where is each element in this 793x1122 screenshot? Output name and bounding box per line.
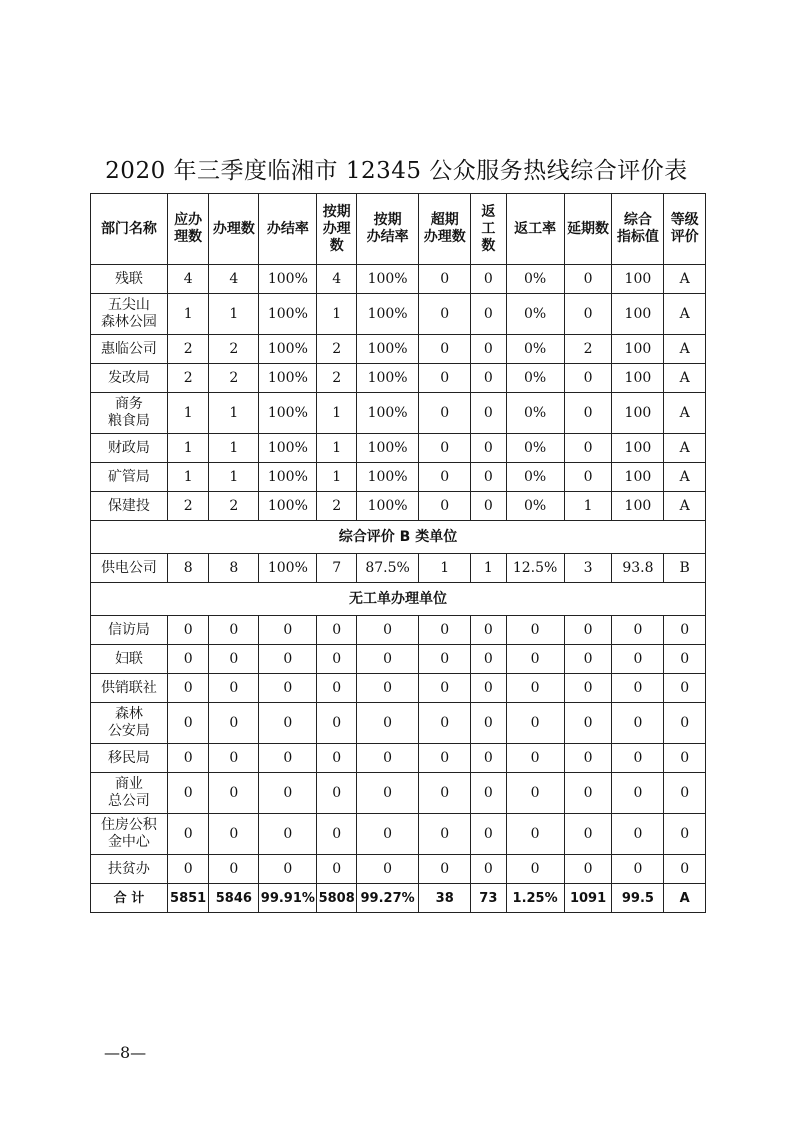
cell-text: 供销联社: [100, 679, 157, 696]
table-cell: 100%: [356, 492, 418, 521]
table-cell: 0: [167, 674, 209, 703]
table-cell: 2: [209, 335, 259, 364]
table-cell: 0: [209, 616, 259, 645]
table-row: [91, 645, 706, 674]
table-cell: 8: [167, 554, 209, 583]
table-cell: 2: [167, 364, 209, 393]
department-name: [91, 616, 168, 645]
table-cell: B: [664, 554, 706, 583]
column-header: [317, 194, 356, 265]
table-cell: 0: [612, 855, 664, 884]
table-cell: 0: [419, 434, 471, 463]
table-cell: 0%: [506, 393, 564, 434]
cell-text: 数: [329, 237, 344, 254]
total-cell: 99.91%: [259, 884, 317, 913]
table-cell: 87.5%: [356, 554, 418, 583]
total-label: 合 计: [91, 884, 168, 913]
table-cell: 0: [209, 744, 259, 773]
table-cell: 0: [209, 855, 259, 884]
table-cell: 0: [471, 703, 506, 744]
table-cell: 0: [664, 814, 706, 855]
table-cell: 0: [564, 703, 612, 744]
cell-text: 评价: [670, 229, 699, 245]
table-cell: 0: [259, 744, 317, 773]
cell-text: 粮食局: [107, 413, 150, 429]
table-cell: 0%: [506, 364, 564, 393]
column-header: [419, 194, 471, 265]
table-cell: 0: [419, 364, 471, 393]
table-cell: 0: [506, 814, 564, 855]
table-cell: 0: [356, 645, 418, 674]
cell-text: 惠临公司: [100, 340, 157, 357]
table-cell: 0: [506, 744, 564, 773]
table-cell: 0: [612, 674, 664, 703]
cell-text: 发改局: [107, 369, 150, 386]
table-cell: 0: [209, 645, 259, 674]
column-header: [356, 194, 418, 265]
table-row: [91, 463, 706, 492]
table-cell: 100%: [356, 335, 418, 364]
section-title: 无工单办理单位: [91, 583, 706, 616]
table-cell: 0: [564, 814, 612, 855]
table-cell: 0: [471, 616, 506, 645]
table-cell: 0: [356, 744, 418, 773]
department-name: [91, 492, 168, 521]
column-header: [259, 194, 317, 265]
table-cell: 0: [419, 703, 471, 744]
table-cell: 2: [564, 335, 612, 364]
table-cell: 0: [167, 773, 209, 814]
table-row: [91, 616, 706, 645]
total-cell: 1.25%: [506, 884, 564, 913]
table-cell: 0: [664, 674, 706, 703]
table-cell: 7: [317, 554, 356, 583]
table-cell: 0: [612, 616, 664, 645]
table-cell: 0: [664, 645, 706, 674]
table-cell: 1: [317, 434, 356, 463]
total-cell: 5808: [317, 884, 356, 913]
table-row: [91, 814, 706, 855]
cell-text: 森林公园: [100, 314, 157, 330]
table-cell: A: [664, 294, 706, 335]
table-cell: 100%: [259, 364, 317, 393]
table-cell: 1: [167, 294, 209, 335]
cell-text: 指标值: [616, 229, 659, 245]
table-cell: 100%: [259, 434, 317, 463]
table-cell: 0: [209, 703, 259, 744]
table-cell: 100%: [356, 364, 418, 393]
table-cell: 0: [664, 616, 706, 645]
cell-text: 供电公司: [100, 559, 157, 576]
table-row: [91, 364, 706, 393]
table-cell: 0: [317, 814, 356, 855]
table-cell: 0: [317, 674, 356, 703]
table-cell: 0: [471, 463, 506, 492]
department-name: [91, 773, 168, 814]
table-cell: 0: [419, 393, 471, 434]
section-row-none: [91, 583, 706, 616]
table-cell: 0: [564, 393, 612, 434]
column-header: [209, 194, 259, 265]
table-cell: 0: [317, 773, 356, 814]
cell-text: 返: [481, 203, 496, 220]
table-row: [91, 265, 706, 294]
table-cell: 0: [664, 703, 706, 744]
table-cell: 0%: [506, 335, 564, 364]
table-cell: A: [664, 434, 706, 463]
table-cell: 2: [317, 492, 356, 521]
table-cell: 0: [612, 773, 664, 814]
table-cell: 0: [167, 814, 209, 855]
table-cell: 0: [317, 645, 356, 674]
table-cell: 1: [317, 463, 356, 492]
column-header: [612, 194, 664, 265]
total-cell: 73: [471, 884, 506, 913]
department-name: [91, 554, 168, 583]
cell-text: 森林: [114, 706, 143, 722]
table-cell: 0: [259, 645, 317, 674]
table-cell: 100%: [356, 434, 418, 463]
table-row: [91, 703, 706, 744]
table-cell: 0: [564, 645, 612, 674]
table-cell: 1: [167, 463, 209, 492]
table-row: [91, 492, 706, 521]
table-cell: 2: [317, 335, 356, 364]
department-name: [91, 364, 168, 393]
cell-text: 按期: [322, 203, 351, 220]
table-cell: 2: [167, 492, 209, 521]
table-body: [91, 265, 706, 913]
table-cell: 100%: [259, 393, 317, 434]
table-cell: A: [664, 265, 706, 294]
table-cell: 100%: [259, 492, 317, 521]
table-cell: 100: [612, 492, 664, 521]
cell-text: 超期: [430, 212, 459, 228]
cell-text: 应办: [174, 212, 203, 228]
table-cell: 0%: [506, 294, 564, 335]
table-cell: 12.5%: [506, 554, 564, 583]
table-cell: 0: [564, 265, 612, 294]
table-cell: 2: [209, 364, 259, 393]
cell-text: 部门名称: [100, 220, 157, 237]
table-cell: 0: [564, 855, 612, 884]
table-cell: 1: [317, 393, 356, 434]
table-cell: 0: [419, 674, 471, 703]
cell-text: 办结率: [266, 220, 309, 237]
total-cell: 38: [419, 884, 471, 913]
table-cell: 0: [209, 814, 259, 855]
table-cell: 4: [167, 265, 209, 294]
table-cell: 100: [612, 463, 664, 492]
table-cell: 100%: [259, 554, 317, 583]
table-row: [91, 294, 706, 335]
cell-text: 延期数: [567, 220, 610, 237]
department-name: [91, 744, 168, 773]
table-cell: 0: [419, 492, 471, 521]
total-row: [91, 884, 706, 913]
table-cell: 1: [317, 294, 356, 335]
cell-text: 财政局: [107, 439, 150, 456]
table-cell: 1: [167, 434, 209, 463]
cell-text: 办理数: [212, 220, 255, 237]
table-cell: 0: [471, 674, 506, 703]
cell-text: 移民局: [107, 749, 150, 766]
table-cell: 100%: [259, 335, 317, 364]
table-cell: 0: [259, 855, 317, 884]
table-cell: 0%: [506, 463, 564, 492]
table-cell: 1: [209, 393, 259, 434]
cell-text: 保建投: [107, 497, 150, 514]
table-cell: 0: [356, 814, 418, 855]
table-cell: 0: [419, 814, 471, 855]
table-cell: 0: [419, 265, 471, 294]
total-cell: 99.5: [612, 884, 664, 913]
table-cell: 0%: [506, 265, 564, 294]
table-cell: 0: [167, 645, 209, 674]
table-cell: 0: [209, 773, 259, 814]
cell-text: 办结率: [366, 229, 409, 245]
table-cell: A: [664, 463, 706, 492]
table-cell: A: [664, 364, 706, 393]
table-cell: 0: [612, 814, 664, 855]
table-cell: 100: [612, 335, 664, 364]
table-row: [91, 773, 706, 814]
table-cell: 0: [167, 703, 209, 744]
table-cell: 0: [259, 773, 317, 814]
cell-text: 矿管局: [107, 468, 150, 485]
table-cell: 0: [419, 744, 471, 773]
table-cell: 0: [564, 463, 612, 492]
department-name: [91, 703, 168, 744]
table-cell: 0: [471, 393, 506, 434]
department-name: [91, 265, 168, 294]
table-cell: 93.8: [612, 554, 664, 583]
table-cell: 0: [419, 616, 471, 645]
table-cell: 100%: [356, 463, 418, 492]
table-cell: 0: [356, 703, 418, 744]
table-cell: 0: [419, 855, 471, 884]
table-cell: 100: [612, 434, 664, 463]
table-cell: 0: [419, 645, 471, 674]
table-cell: 4: [317, 265, 356, 294]
table-cell: 2: [209, 492, 259, 521]
table-cell: 4: [209, 265, 259, 294]
table-cell: 2: [167, 335, 209, 364]
table-row: [91, 744, 706, 773]
table-cell: 0: [209, 674, 259, 703]
cell-text: 数: [481, 237, 496, 254]
table-cell: 0: [471, 364, 506, 393]
table-cell: 100: [612, 364, 664, 393]
cell-text: 住房公积: [100, 817, 157, 833]
table-cell: 0: [167, 616, 209, 645]
total-cell: 99.27%: [356, 884, 418, 913]
table-cell: 1: [209, 294, 259, 335]
table-cell: 0: [564, 773, 612, 814]
table-cell: 0%: [506, 434, 564, 463]
table-cell: A: [664, 492, 706, 521]
table-cell: 0: [471, 434, 506, 463]
table-cell: 100: [612, 294, 664, 335]
table-cell: 8: [209, 554, 259, 583]
table-row: [91, 674, 706, 703]
table-cell: 100%: [356, 294, 418, 335]
table-cell: 0: [471, 744, 506, 773]
table-row: [91, 855, 706, 884]
table-cell: 0: [471, 294, 506, 335]
department-name: [91, 814, 168, 855]
table-cell: 0: [317, 855, 356, 884]
table-cell: 0: [471, 814, 506, 855]
table-cell: 0: [664, 744, 706, 773]
cell-text: 总公司: [107, 793, 150, 809]
table-cell: 0: [317, 703, 356, 744]
total-cell: A: [664, 884, 706, 913]
table-cell: 1: [564, 492, 612, 521]
department-name: [91, 335, 168, 364]
cell-text: 返工率: [514, 220, 557, 237]
header-row: [91, 194, 706, 265]
table-cell: 0: [167, 855, 209, 884]
table-cell: 0: [612, 744, 664, 773]
table-cell: 100%: [259, 294, 317, 335]
table-cell: 0: [471, 645, 506, 674]
cell-text: 商业: [114, 776, 143, 792]
column-header: [564, 194, 612, 265]
evaluation-table: [90, 193, 706, 913]
table-cell: 0: [471, 492, 506, 521]
cell-text: 信访局: [107, 621, 150, 638]
column-header: [167, 194, 209, 265]
table-cell: 0: [471, 265, 506, 294]
department-name: [91, 434, 168, 463]
table-cell: 100%: [356, 265, 418, 294]
total-cell: 5846: [209, 884, 259, 913]
column-header: [664, 194, 706, 265]
table-cell: 1: [209, 463, 259, 492]
table-cell: 0: [564, 364, 612, 393]
cell-text: 五尖山: [107, 297, 150, 313]
table-cell: 0: [259, 703, 317, 744]
table-cell: 0: [564, 674, 612, 703]
table-cell: 0: [471, 335, 506, 364]
table-cell: 0: [612, 703, 664, 744]
table-cell: 0: [564, 434, 612, 463]
table-cell: 0%: [506, 492, 564, 521]
table-cell: A: [664, 335, 706, 364]
cell-text: 工: [481, 220, 496, 237]
table-cell: 0: [564, 294, 612, 335]
table-cell: 1: [209, 434, 259, 463]
cell-text: 扶贫办: [107, 860, 150, 877]
table-cell: 0: [506, 674, 564, 703]
table-cell: 2: [317, 364, 356, 393]
table-cell: 0: [317, 616, 356, 645]
cell-text: 办理: [322, 220, 351, 237]
table-cell: 0: [259, 814, 317, 855]
table-row: [91, 393, 706, 434]
department-name: [91, 463, 168, 492]
column-header: [506, 194, 564, 265]
table-cell: A: [664, 393, 706, 434]
table-cell: 0: [259, 674, 317, 703]
table-cell: 0: [471, 773, 506, 814]
cell-text: 等级: [670, 212, 699, 228]
table-cell: 0: [664, 855, 706, 884]
table-cell: 100%: [259, 265, 317, 294]
table-cell: 0: [356, 674, 418, 703]
table-cell: 100%: [259, 463, 317, 492]
table-cell: 0: [506, 855, 564, 884]
table-cell: 0: [356, 616, 418, 645]
table-cell: 0: [506, 703, 564, 744]
table-cell: 0: [612, 645, 664, 674]
table-cell: 1: [471, 554, 506, 583]
table-cell: 100: [612, 393, 664, 434]
table-cell: 1: [419, 554, 471, 583]
column-header: [471, 194, 506, 265]
table-cell: 0: [356, 773, 418, 814]
table-cell: 0: [564, 744, 612, 773]
table-cell: 0: [419, 773, 471, 814]
table-cell: 1: [167, 393, 209, 434]
cell-text: 金中心: [107, 834, 150, 850]
cell-text: 综合: [623, 212, 652, 228]
cell-text: 商务: [114, 396, 143, 412]
cell-text: 妇联: [114, 650, 143, 667]
table-cell: 0: [664, 773, 706, 814]
page-number: —8—: [104, 1043, 147, 1062]
column-header: [91, 194, 168, 265]
table-cell: 0: [259, 616, 317, 645]
department-name: [91, 855, 168, 884]
table-cell: 100: [612, 265, 664, 294]
department-name: [91, 294, 168, 335]
table-row: [91, 434, 706, 463]
table-cell: 0: [419, 463, 471, 492]
section-row-b: [91, 521, 706, 554]
document-title: 2020 年三季度临湘市 12345 公众服务热线综合评价表: [105, 158, 688, 184]
department-name: [91, 674, 168, 703]
department-name: [91, 645, 168, 674]
table-cell: 0: [167, 744, 209, 773]
table-cell: 100%: [356, 393, 418, 434]
table-cell: 0: [419, 294, 471, 335]
cell-text: 残联: [114, 270, 143, 287]
total-cell: 5851: [167, 884, 209, 913]
total-cell: 1091: [564, 884, 612, 913]
table-cell: 0: [506, 773, 564, 814]
table-cell: 0: [471, 855, 506, 884]
table-row: [91, 554, 706, 583]
department-name: [91, 393, 168, 434]
table-cell: 3: [564, 554, 612, 583]
table-cell: 0: [419, 335, 471, 364]
table-cell: 0: [564, 616, 612, 645]
table-cell: 0: [506, 645, 564, 674]
table-row: [91, 335, 706, 364]
cell-text: 按期: [373, 212, 402, 228]
table-cell: 0: [506, 616, 564, 645]
cell-text: 办理数: [423, 229, 466, 245]
section-title: 综合评价 B 类单位: [91, 521, 706, 554]
cell-text: 理数: [174, 229, 203, 245]
table-cell: 0: [356, 855, 418, 884]
table-cell: 0: [317, 744, 356, 773]
cell-text: 公安局: [107, 723, 150, 739]
